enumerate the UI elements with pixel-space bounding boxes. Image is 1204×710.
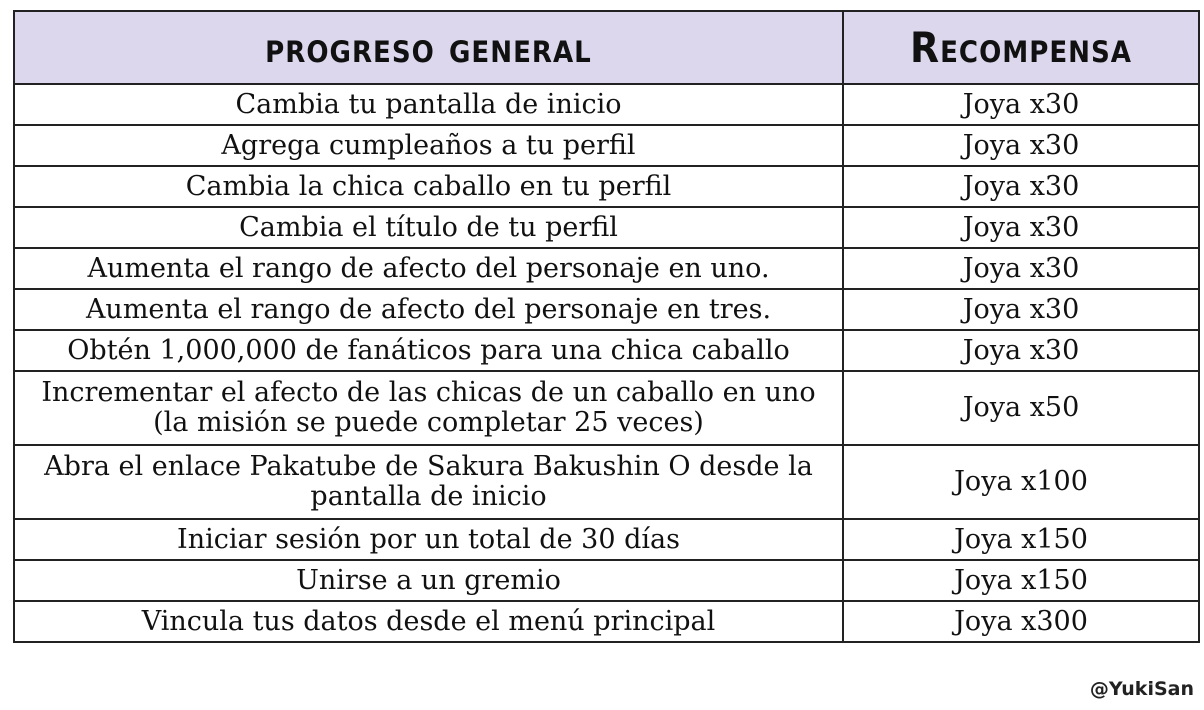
table-row bbox=[14, 601, 1199, 642]
table-row bbox=[14, 84, 1199, 125]
task-cell: Obtén 1,000,000 de fanáticos para una chica caballo bbox=[14, 330, 843, 371]
reward-cell: Joya x30 bbox=[843, 84, 1199, 125]
task-line: Incrementar el afecto de las chicas de un caballo en uno bbox=[41, 377, 816, 408]
task-cell bbox=[14, 445, 843, 519]
table-row bbox=[14, 125, 1199, 166]
table-row bbox=[14, 289, 1199, 330]
reward-cell: Joya x30 bbox=[843, 125, 1199, 166]
rewards-table bbox=[13, 10, 1200, 643]
header-task: progreso general bbox=[14, 11, 843, 84]
task-cell: Aumenta el rango de afecto del personaje en tres. bbox=[14, 289, 843, 330]
task-line: pantalla de inicio bbox=[310, 481, 547, 512]
task-cell bbox=[14, 371, 843, 445]
task-cell: Cambia el título de tu perfil bbox=[14, 207, 843, 248]
rewards-table-container bbox=[13, 10, 1198, 643]
table-row bbox=[14, 560, 1199, 601]
task-cell: Vincula tus datos desde el menú principal bbox=[14, 601, 843, 642]
task-cell: Agrega cumpleaños a tu perfil bbox=[14, 125, 843, 166]
reward-cell: Joya x100 bbox=[843, 445, 1199, 519]
task-cell: Unirse a un gremio bbox=[14, 560, 843, 601]
table-row bbox=[14, 519, 1199, 560]
table-row bbox=[14, 371, 1199, 445]
reward-cell: Joya x300 bbox=[843, 601, 1199, 642]
header-reward: Recompensa bbox=[843, 11, 1199, 84]
reward-cell: Joya x30 bbox=[843, 248, 1199, 289]
credit-watermark: @YukiSan bbox=[1089, 678, 1194, 700]
reward-cell: Joya x30 bbox=[843, 289, 1199, 330]
reward-cell: Joya x30 bbox=[843, 166, 1199, 207]
task-cell: Cambia la chica caballo en tu perfil bbox=[14, 166, 843, 207]
table-row bbox=[14, 330, 1199, 371]
task-cell: Iniciar sesión por un total de 30 días bbox=[14, 519, 843, 560]
task-line: Abra el enlace Pakatube de Sakura Bakushin O desde la bbox=[44, 451, 813, 482]
reward-cell: Joya x30 bbox=[843, 207, 1199, 248]
task-line: (la misión se puede completar 25 veces) bbox=[153, 407, 704, 438]
table-row bbox=[14, 207, 1199, 248]
reward-cell: Joya x150 bbox=[843, 519, 1199, 560]
reward-cell: Joya x30 bbox=[843, 330, 1199, 371]
task-cell: Cambia tu pantalla de inicio bbox=[14, 84, 843, 125]
table-row bbox=[14, 248, 1199, 289]
task-cell: Aumenta el rango de afecto del personaje en uno. bbox=[14, 248, 843, 289]
reward-cell: Joya x150 bbox=[843, 560, 1199, 601]
reward-cell: Joya x50 bbox=[843, 371, 1199, 445]
table-header-row bbox=[14, 11, 1199, 84]
table-row bbox=[14, 166, 1199, 207]
table-row bbox=[14, 445, 1199, 519]
